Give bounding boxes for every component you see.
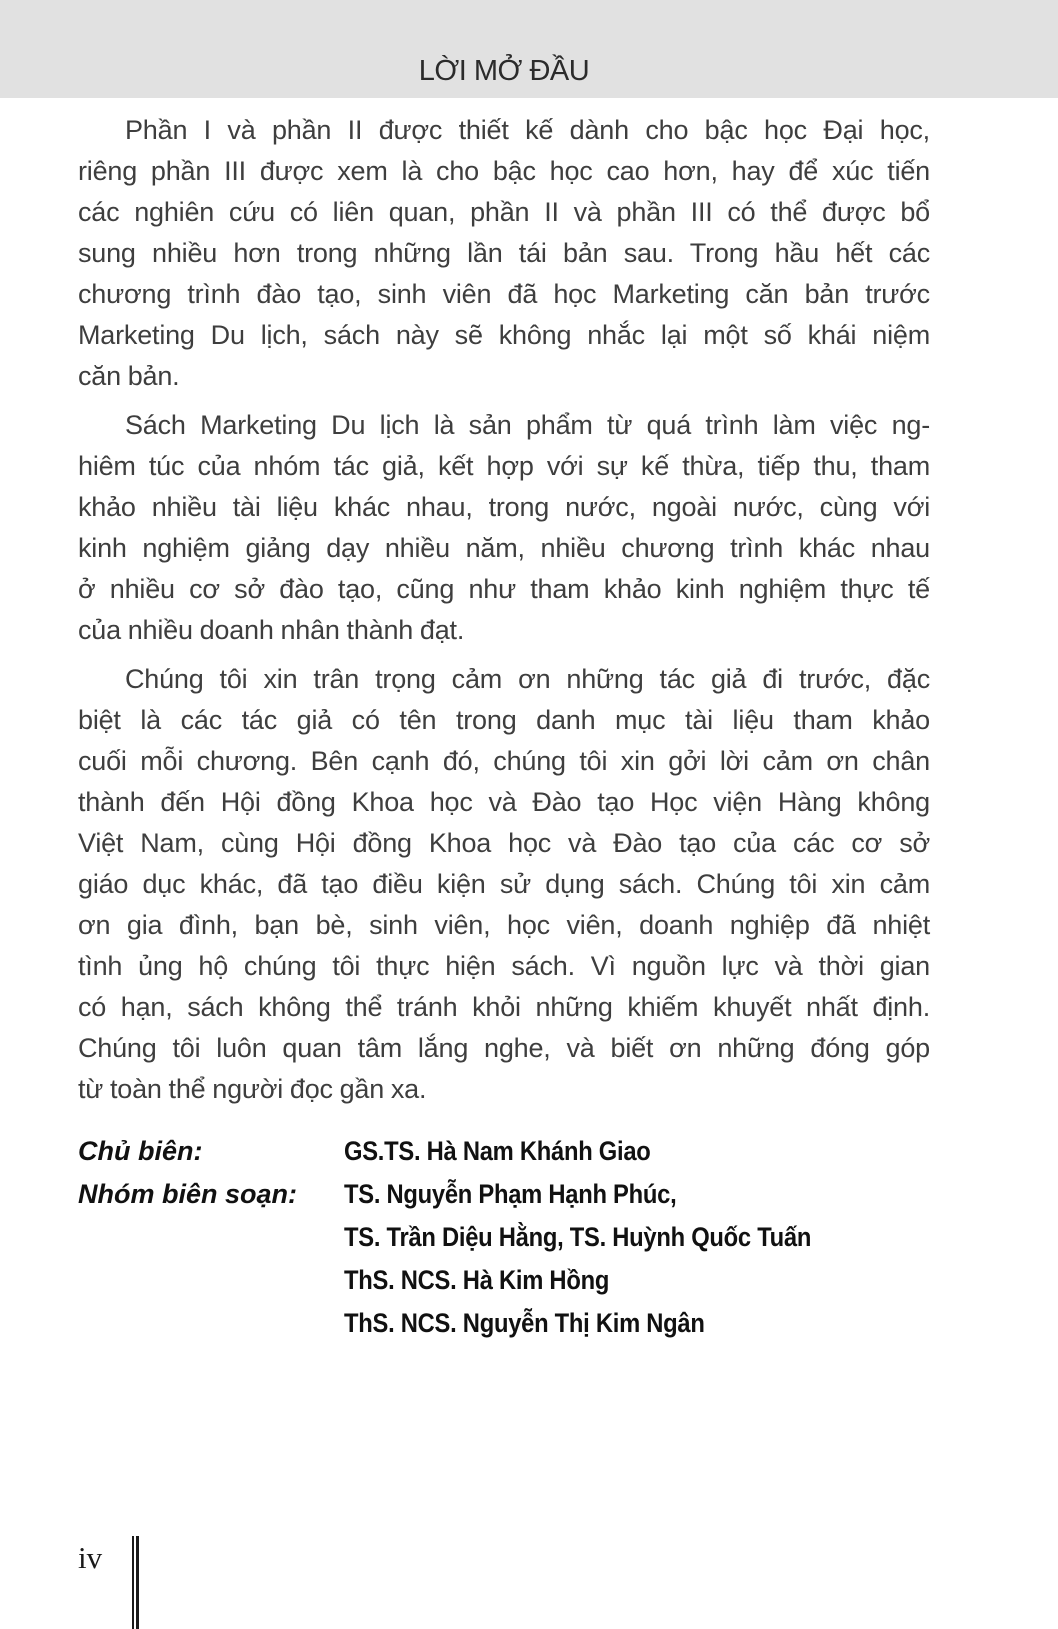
- credits-block: [78, 1132, 930, 1347]
- credit-value: ThS. NCS. Nguyễn Thị Kim Ngân: [344, 1308, 705, 1338]
- credit-value: TS. Nguyễn Phạm Hạnh Phúc,: [344, 1179, 677, 1209]
- credit-value: ThS. NCS. Hà Kim Hồng: [344, 1265, 610, 1295]
- credit-row-team: [78, 1175, 930, 1218]
- text-line: sung nhiều hơn trong những lần tái bản sau. Trong hầu hết các: [78, 238, 930, 268]
- credit-label: Nhóm biên soạn:: [78, 1179, 298, 1209]
- text-line: biệt là các tác giả có tên trong danh mục tài liệu tham khảo: [78, 705, 930, 735]
- text-line: ơn gia đình, bạn bè, sinh viên, học viên, doanh nghiệp đã nhiệt: [78, 910, 930, 940]
- text-line: căn bản.: [78, 361, 180, 391]
- text-line: Phần I và phần II được thiết kế dành cho bậc học Đại học,: [125, 115, 930, 145]
- paragraph-2: [78, 405, 930, 651]
- text-line: ở nhiều cơ sở đào tạo, cũng như tham khảo kinh nghiệm thực tế: [78, 574, 930, 604]
- text-line: riêng phần III được xem là cho bậc học cao hơn, hay để xúc tiến: [78, 156, 930, 186]
- text-line: khảo nhiều tài liệu khác nhau, trong nước, ngoài nước, cùng với: [78, 492, 930, 522]
- credit-label: [78, 1304, 344, 1347]
- preface-content: [78, 110, 930, 1347]
- text-line: của nhiều doanh nhân thành đạt.: [78, 615, 465, 645]
- page-header-bar: [0, 0, 1058, 98]
- credit-row-team-2: [78, 1218, 930, 1261]
- text-line: các nghiên cứu có liên quan, phần II và phần III có thể được bổ: [78, 197, 930, 227]
- text-line: Việt Nam, cùng Hội đồng Khoa học và Đào tạo của các cơ sở: [78, 828, 930, 858]
- text-line: tình ủng hộ chúng tôi thực hiện sách. Vì nguồn lực và thời gian: [78, 951, 930, 981]
- credit-row-editor: [78, 1132, 930, 1175]
- text-line: chương trình đào tạo, sinh viên đã học Marketing căn bản trước: [78, 279, 930, 309]
- paragraph-1: [78, 110, 930, 397]
- credit-label: [78, 1261, 344, 1304]
- text-line: Marketing Du lịch, sách này sẽ không nhắc lại một số khái niệm: [78, 320, 930, 350]
- text-line: có hạn, sách không thể tránh khỏi những khiếm khuyết nhất định.: [78, 992, 930, 1022]
- credit-row-team-4: [78, 1304, 930, 1347]
- text-line: giáo dục khác, đã tạo điều kiện sử dụng sách. Chúng tôi xin cảm: [78, 869, 930, 899]
- page-number: iv: [78, 1540, 103, 1575]
- credit-value: GS.TS. Hà Nam Khánh Giao: [344, 1136, 651, 1166]
- text-line: thành đến Hội đồng Khoa học và Đào tạo Học viện Hàng không: [78, 787, 930, 817]
- paragraph-3: [78, 659, 930, 1110]
- credit-value: TS. Trần Diệu Hằng, TS. Huỳnh Quốc Tuấn: [344, 1222, 812, 1252]
- text-line: cuối mỗi chương. Bên cạnh đó, chúng tôi xin gởi lời cảm ơn chân: [78, 746, 930, 776]
- text-line: Sách Marketing Du lịch là sản phẩm từ quá trình làm việc ng-: [125, 410, 930, 440]
- text-line: kinh nghiệm giảng dạy nhiều năm, nhiều chương trình khác nhau: [78, 533, 930, 563]
- credit-label: Chủ biên:: [78, 1136, 203, 1166]
- page-title: LỜI MỞ ĐẦU: [418, 55, 590, 87]
- text-line: hiêm túc của nhóm tác giả, kết hợp với sự kế thừa, tiếp thu, tham: [78, 451, 930, 481]
- text-line: Chúng tôi xin trân trọng cảm ơn những tác giả đi trước, đặc: [125, 664, 930, 694]
- text-line: Chúng tôi luôn quan tâm lắng nghe, và biết ơn những đóng góp: [78, 1033, 930, 1063]
- credit-label: [78, 1218, 344, 1261]
- double-vertical-rule: [132, 1536, 139, 1629]
- credit-row-team-3: [78, 1261, 930, 1304]
- text-line: từ toàn thể người đọc gần xa.: [78, 1074, 427, 1104]
